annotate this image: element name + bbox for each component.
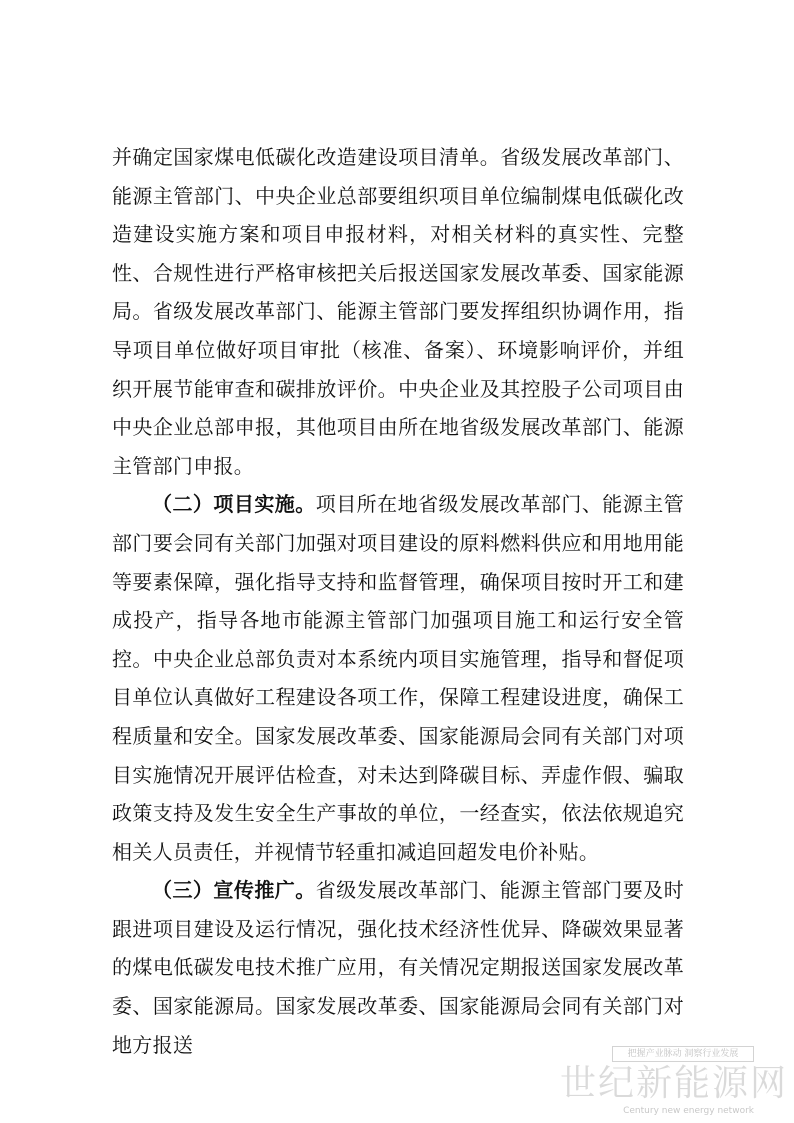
section-heading-project-implementation: （二）项目实施。 xyxy=(152,492,316,517)
section-heading-promotion: （三）宣传推广。 xyxy=(152,878,316,903)
site-watermark xyxy=(560,1040,789,1120)
paragraph-3 xyxy=(112,871,684,1064)
paragraph-3-body: 省级发展改革部门、能源主管部门要及时跟进项目建设及运行情况，强化技术经济性优异、降碳效果显著的煤电低碳发电技术推广应用，有关情况定期报送国家发展改革委、国家能源局。国家发展改革委、国家能源局会同有关部门对地方报送 xyxy=(112,878,684,1057)
watermark-subtitle: Century new energy network xyxy=(623,1106,754,1116)
body-text xyxy=(112,138,684,1064)
watermark-logo: 世纪新能源网 xyxy=(560,1063,789,1104)
paragraph-1-body: 并确定国家煤电低碳化改造建设项目清单。省级发展改革部门、能源主管部门、中央企业总部要组织项目单位编制煤电低碳化改造建设实施方案和项目申报材料，对相关材料的真实性、完整性、合规性进行严格审核把关后报送国家发展改革委、国家能源局。省级发展改革部门、能源主管部门要发挥组织协调作用，指导项目单位做好项目审批（核准、备案）、环境影响评价，并组织开展节能审查和碳排放评价。中央企业及其控股子公司项目由中央企业总部申报，其他项目由所在地省级发展改革部门、能源主管部门申报。 xyxy=(112,145,684,478)
paragraph-1 xyxy=(112,138,684,485)
watermark-caption: 把握产业脉动 洞察行业发展 xyxy=(612,1046,754,1062)
paragraph-2 xyxy=(112,485,684,871)
paragraph-2-body: 项目所在地省级发展改革部门、能源主管部门要会同有关部门加强对项目建设的原料燃料供应和用地用能等要素保障，强化指导支持和监督管理，确保项目按时开工和建成投产，指导各地市能源主管部门加强项目施工和运行安全管控。中央企业总部负责对本系统内项目实施管理，指导和督促项目单位认真做好工程建设各项工作，保障工程建设进度，确保工程质量和安全。国家发展改革委、国家能源局会同有关部门对项目实施情况开展评估检查，对未达到降碳目标、弄虚作假、骗取政策支持及发生安全生产事故的单位，一经查实，依法依规追究相关人员责任，并视情节轻重扣减追回超发电价补贴。 xyxy=(112,492,684,864)
